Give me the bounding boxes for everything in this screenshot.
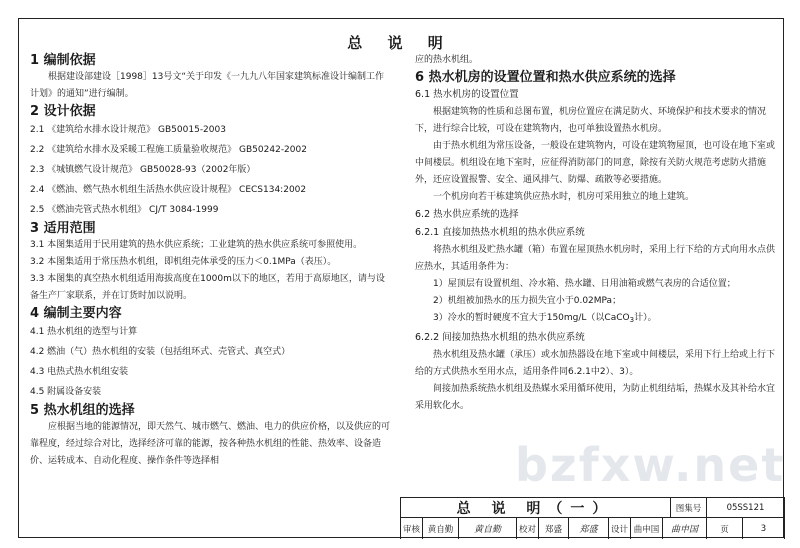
section-2-title: 2 设计依据 <box>30 104 96 119</box>
paragraph: 热水机组及热水罐（承压）或水加热器设在地下室或中间楼层，采用下行上给或上行下给的方式供热水至用水点，适用条件同6.2.1中2）、3）。 <box>415 350 776 377</box>
section-3-text: 3.1 本图集适用于民用建筑的热水供应系统；工业建筑的热水供应系统可参照使用。 <box>30 240 363 250</box>
subscript: 3 <box>629 316 635 324</box>
list-item: 2.2 《建筑给水排水及采暖工程施工质量验收规范》 GB50242-2002 <box>30 145 307 155</box>
list-item <box>415 310 775 329</box>
section-3-text: 3.3 本图集的真空热水机组适用海拔高度在1000m以下的地区，若用于高原地区，请与设备生产厂家联系，并在订货时加以说明。 <box>30 274 385 301</box>
section-6-title: 6 热水机房的设置位置和热水供应系统的选择 <box>415 70 676 85</box>
list-item: 4.2 燃油（气）热水机组的安装（包括组环式、壳管式、真空式） <box>30 347 291 357</box>
atlas-number: 05SS121 <box>707 498 785 518</box>
reviewer-name: 黄自勤 <box>423 518 459 539</box>
paragraph: 间接加热系统热水机组及热媒水采用循环使用，为防止机组结垢，热媒水及其补给水宜采用软化水。 <box>415 384 776 411</box>
left-column <box>30 52 390 470</box>
section-4-title: 4 编制主要内容 <box>30 306 122 321</box>
title-block-row <box>400 517 785 539</box>
list-item: 1）屋顶层有设置机组、冷水箱、热水罐、日用油箱或燃气表房的合适位置； <box>433 279 736 289</box>
list-item-text: 3）冷水的暂时硬度不宜大于150mg/L（以CaCO <box>433 313 630 323</box>
page-title: 总 说 明 <box>347 34 453 52</box>
continued-text: 应的热水机组。 <box>415 55 479 65</box>
subsection-title: 6.1 热水机房的设置位置 <box>415 89 519 100</box>
paragraph: 将热水机组及贮热水罐（箱）布置在屋顶热水机房时，采用上行下给的方式向用水点供应热水，其适用条件为： <box>415 245 776 272</box>
page-number: 3 <box>743 518 785 539</box>
list-item-text: 计）。 <box>634 313 657 323</box>
section-5-title: 5 热水机组的选择 <box>30 403 135 418</box>
paragraph: 由于热水机组为常压设备，一般设在建筑物内，可设在建筑物屋顶，也可设在地下室或中间楼层。机组设在地下室时，应征得消防部门的同意，除按有关防火规范考虑防火措施外，还应设置报警、安全、通风排气、防爆、疏散等必要措施。 <box>415 141 776 185</box>
section-5-text: 应根据当地的能源情况，即天然气、城市燃气、燃油、电力的供应价格，以及供应的可靠程度，经过综合对比，选择经济可靠的能源，按各种热水机组的性能、热效率、设备造价、运转成本、自动化程度、操作条件等选择相 <box>30 422 391 466</box>
section-1-text: 根据建设部建设［1998］13号文“关于印发《一九九八年国家建筑标准设计编制工作计划》的通知”进行编制。 <box>30 72 385 99</box>
watermark: bzfxw.net <box>515 438 786 492</box>
review-label: 审核 <box>401 518 423 539</box>
paragraph: 根据建筑物的性质和总图布置，机房位置应在满足防火、环境保护和技术要求的情况下，进行综合比较，可设在建筑物内，也可单独设置热水机房。 <box>415 107 767 134</box>
checker-name: 郑盛 <box>539 518 569 539</box>
list-item: 2.3 《城镇燃气设计规范》 GB50028-93（2002年版） <box>30 165 256 175</box>
section-3-title: 3 适用范围 <box>30 221 96 236</box>
section-1-title: 1 编制依据 <box>30 53 96 68</box>
list-item: 2.1 《建筑给水排水设计规范》 GB50015-2003 <box>30 125 226 135</box>
checker-signature: 郑盛 <box>569 518 609 539</box>
list-item: 4.1 热水机组的选型与计算 <box>30 327 138 337</box>
subsection-title: 6.2.1 直接加热热水机组的热水供应系统 <box>415 227 585 238</box>
paragraph: 一个机房向若干栋建筑供应热水时，机房可采用独立的地上建筑。 <box>433 192 695 202</box>
design-label: 设计 <box>609 518 631 539</box>
list-item: 4.5 附属设备安装 <box>30 387 102 397</box>
right-column <box>415 52 775 415</box>
atlas-label: 图集号 <box>671 498 707 518</box>
designer-name: 曲申国 <box>631 518 663 539</box>
designer-signature: 曲申国 <box>663 518 707 539</box>
list-item: 2.4 《燃油、燃气热水机组生活热水供应设计规程》 CECS134:2002 <box>30 185 307 195</box>
title-block-row <box>400 497 785 518</box>
list-item: 4.3 电热式热水机组安装 <box>30 367 129 377</box>
section-3-text: 3.2 本图集适用于常压热水机组，即机组壳体承受的压力＜0.1MPa（表压）。 <box>30 257 337 267</box>
check-label: 校对 <box>517 518 539 539</box>
list-item: 2）机组被加热水的压力损失宜小于0.02MPa； <box>433 296 622 306</box>
page-label: 页 <box>707 518 743 539</box>
list-item: 2.5 《燃油壳管式热水机组》 CJ/T 3084-1999 <box>30 205 219 215</box>
subsection-title: 6.2 热水供应系统的选择 <box>415 209 519 220</box>
sheet-title: 总 说 明（一） <box>401 498 671 518</box>
reviewer-signature: 黄自勤 <box>459 518 517 539</box>
subsection-title: 6.2.2 间接加热热水机组的热水供应系统 <box>415 332 585 343</box>
title-block <box>400 497 784 538</box>
